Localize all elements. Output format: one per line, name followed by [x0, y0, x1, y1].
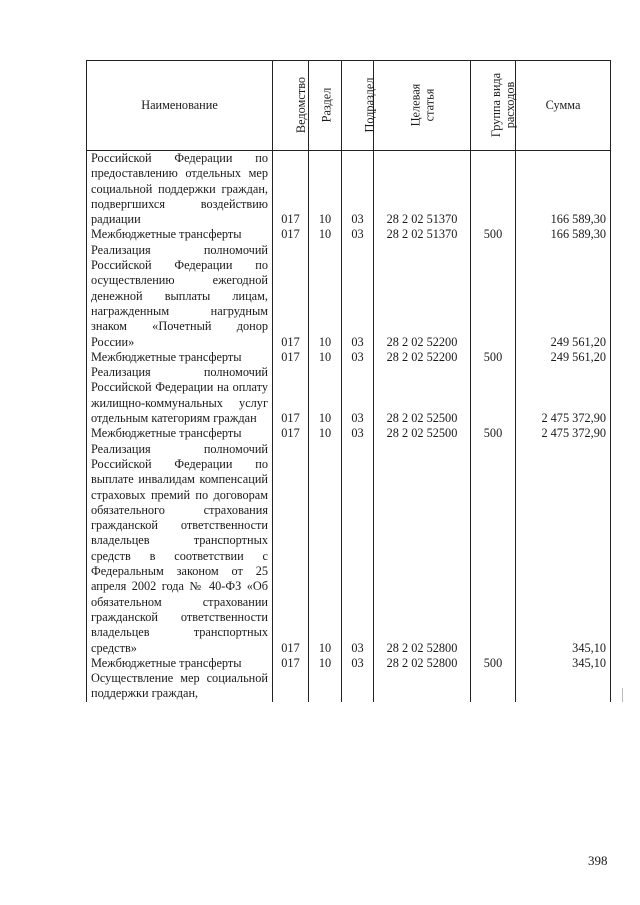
row-razdel: 10 — [309, 227, 342, 242]
table-row — [87, 151, 611, 228]
table-row — [87, 243, 611, 350]
row-vedomstvo: 017 — [273, 151, 309, 228]
row-gruppa-vida: 500 — [471, 227, 516, 242]
row-tselevaya-statya: 28 2 02 52800 — [374, 656, 471, 671]
table-row — [87, 442, 611, 656]
row-vedomstvo: 017 — [273, 243, 309, 350]
row-vedomstvo: 017 — [273, 426, 309, 441]
row-summa: 345,10 — [516, 656, 611, 671]
row-summa: 2 475 372,90 — [516, 365, 611, 426]
row-vedomstvo: 017 — [273, 442, 309, 656]
page-number: 398 — [588, 853, 608, 868]
row-tselevaya-statya: 28 2 02 52800 — [374, 442, 471, 656]
table-row — [87, 227, 611, 242]
row-name: Межбюджетные трансферты — [87, 426, 273, 441]
row-vedomstvo: 017 — [273, 656, 309, 671]
header-gruppa-vida-rashodov: Группа вида расходов — [471, 61, 516, 151]
row-summa: 166 589,30 — [516, 227, 611, 242]
row-tselevaya-statya: 28 2 02 51370 — [374, 151, 471, 228]
row-tselevaya-statya: 28 2 02 52500 — [374, 426, 471, 441]
row-razdel: 10 — [309, 151, 342, 228]
row-podrazdel: 03 — [342, 365, 374, 426]
row-name: Межбюджетные трансферты — [87, 350, 273, 365]
row-name: Реализация полномочий Российской Федерации на оплату жилищно-коммунальных услуг отдельным категориям граждан — [87, 365, 273, 426]
header-summa: Сумма — [516, 61, 611, 151]
table-row — [87, 426, 611, 441]
row-summa: 2 475 372,90 — [516, 426, 611, 441]
row-gruppa-vida: 500 — [471, 426, 516, 441]
table-row — [87, 671, 611, 702]
row-summa: 249 561,20 — [516, 243, 611, 350]
table-row — [87, 656, 611, 671]
budget-table — [86, 60, 611, 702]
row-name: Межбюджетные трансферты — [87, 656, 273, 671]
row-podrazdel — [342, 671, 374, 702]
row-podrazdel: 03 — [342, 656, 374, 671]
row-gruppa-vida — [471, 442, 516, 656]
row-podrazdel: 03 — [342, 442, 374, 656]
row-summa: 345,10 — [516, 442, 611, 656]
header-name: Наименование — [87, 61, 273, 151]
row-razdel: 10 — [309, 426, 342, 441]
row-tselevaya-statya — [374, 671, 471, 702]
row-name: Реализация полномочий Российской Федерации по осуществлению ежегодной денежной выплаты лицам, награжденным нагрудным знаком «Почетный донор России» — [87, 243, 273, 350]
header-razdel: Раздел — [309, 61, 342, 151]
row-gruppa-vida: 500 — [471, 656, 516, 671]
row-tselevaya-statya: 28 2 02 51370 — [374, 227, 471, 242]
row-razdel: 10 — [309, 365, 342, 426]
row-tselevaya-statya: 28 2 02 52200 — [374, 350, 471, 365]
table-row — [87, 365, 611, 426]
row-podrazdel: 03 — [342, 151, 374, 228]
row-gruppa-vida — [471, 671, 516, 702]
row-podrazdel: 03 — [342, 227, 374, 242]
row-gruppa-vida: 500 — [471, 350, 516, 365]
row-podrazdel: 03 — [342, 243, 374, 350]
row-gruppa-vida — [471, 365, 516, 426]
header-podrazdel: Подраздел — [342, 61, 374, 151]
row-tselevaya-statya: 28 2 02 52200 — [374, 243, 471, 350]
header-tselevaya-statya: Целевая статья — [374, 61, 471, 151]
row-razdel: 10 — [309, 350, 342, 365]
row-razdel — [309, 671, 342, 702]
row-tselevaya-statya: 28 2 02 52500 — [374, 365, 471, 426]
row-name: Российской Федерации по предоставлению отдельных мер социальной поддержки граждан, подвергшихся воздействию радиации — [87, 151, 273, 228]
row-summa: 249 561,20 — [516, 350, 611, 365]
scan-mark — [622, 688, 625, 702]
row-name: Межбюджетные трансферты — [87, 227, 273, 242]
row-razdel: 10 — [309, 243, 342, 350]
row-podrazdel: 03 — [342, 426, 374, 441]
row-gruppa-vida — [471, 151, 516, 228]
row-gruppa-vida — [471, 243, 516, 350]
row-vedomstvo: 017 — [273, 227, 309, 242]
row-podrazdel: 03 — [342, 350, 374, 365]
row-summa: 166 589,30 — [516, 151, 611, 228]
table-header-row — [87, 61, 611, 151]
row-razdel: 10 — [309, 442, 342, 656]
table-row — [87, 350, 611, 365]
row-name: Осуществление мер социальной поддержки граждан, — [87, 671, 273, 702]
row-vedomstvo: 017 — [273, 365, 309, 426]
row-razdel: 10 — [309, 656, 342, 671]
header-vedomstvo: Ведомство — [273, 61, 309, 151]
row-name: Реализация полномочий Российской Федерации по выплате инвалидам компенсаций страховых премий по договорам обязательного страхования гражданской ответственности владельцев транспортных средств в соответствии с Федеральным законом от 25 апреля 2002 года № 40-ФЗ «Об обязательном страховании гражданской ответственности владельцев транспортных средств» — [87, 442, 273, 656]
row-vedomstvo: 017 — [273, 350, 309, 365]
row-summa — [516, 671, 611, 702]
row-vedomstvo — [273, 671, 309, 702]
